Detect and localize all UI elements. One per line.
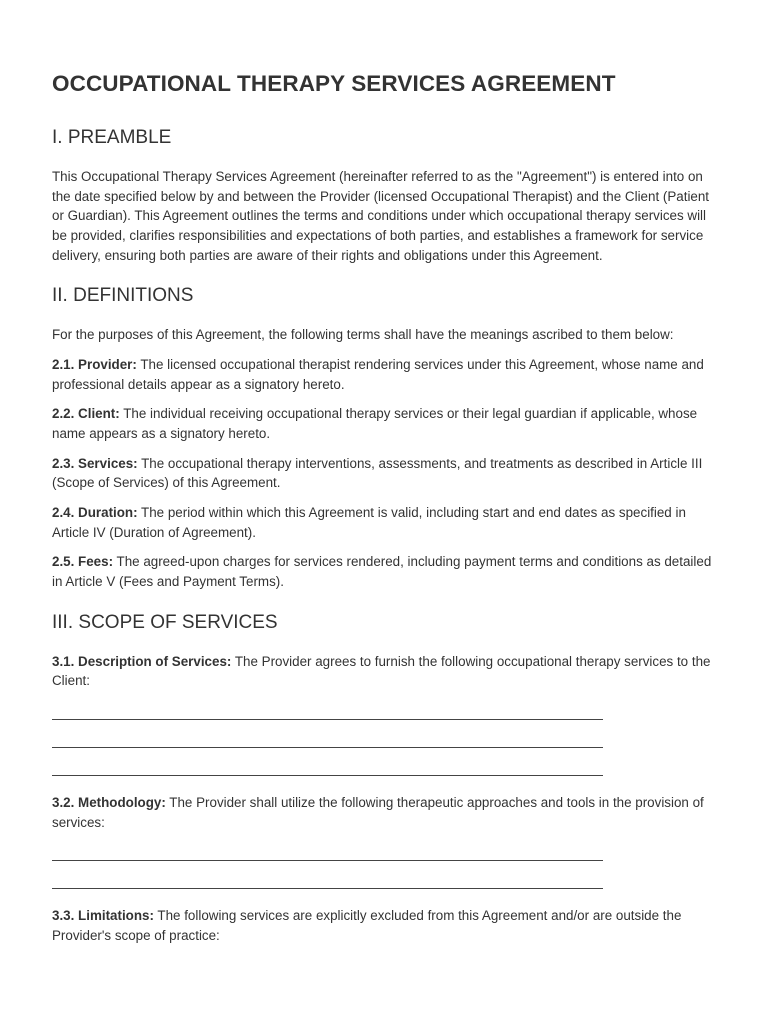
preamble-section: [52, 127, 718, 265]
definition-text: The licensed occupational therapist rendering services under this Agreement, whose name and professional details appear as a signatory hereto.: [52, 356, 704, 392]
fill-in-line[interactable]: [52, 729, 718, 757]
definition-text: The period within which this Agreement is valid, including start and end dates as specified in Article IV (Duration of Agreement).: [52, 505, 686, 540]
fill-in-line[interactable]: [52, 842, 718, 870]
preamble-heading: I. PREAMBLE: [52, 127, 172, 148]
definition-text: The agreed-upon charges for services rendered, including payment terms and conditions as detailed in Article V (Fees and Payment Terms).: [52, 554, 712, 590]
definitions-section: [52, 285, 718, 592]
scope-term: 3.3. Limitations:: [52, 908, 154, 924]
definitions-intro: For the purposes of this Agreement, the following terms shall have the meanings ascribed to them below:: [52, 327, 674, 343]
document-title: OCCUPATIONAL THERAPY SERVICES AGREEMENT: [52, 71, 616, 96]
scope-term: 3.2. Methodology:: [52, 795, 166, 811]
scope-methodology: [52, 793, 718, 832]
definition-term: 2.3. Services:: [52, 455, 138, 471]
preamble-text: This Occupational Therapy Services Agreement (hereinafter referred to as the "Agreement") is entered into on the date specified below by and between the Provider (licensed Occupational Therapist) and the Client (Patient or Guardian). This Agreement outlines the terms and conditions under which occupational therapy services will be provided, clarifies responsibilities and expectations of both parties, and establishes a framework for service delivery, ensuring both parties are aware of their rights and obligations under this Agreement.: [52, 168, 710, 263]
definition-term: 2.4. Duration:: [52, 505, 138, 521]
scope-limitations: [52, 906, 718, 945]
definition-duration: [52, 503, 718, 542]
definition-text: The occupational therapy interventions, assessments, and treatments as described in Article III (Scope of Services) of this Agreement.: [52, 455, 703, 491]
fill-in-line[interactable]: [52, 701, 718, 729]
scope-heading: III. SCOPE OF SERVICES: [52, 611, 278, 633]
definition-fees: [52, 552, 718, 591]
scope-text: The following services are explicitly excluded from this Agreement and/or are outside the Provider's scope of practice:: [52, 908, 682, 944]
methodology-blanks: [52, 842, 718, 898]
scope-text: The Provider shall utilize the following therapeutic approaches and tools in the provision of services:: [52, 795, 704, 830]
scope-term: 3.1. Description of Services:: [52, 653, 232, 669]
description-blanks: [52, 701, 718, 785]
fill-in-line[interactable]: [52, 870, 718, 898]
fill-in-line[interactable]: [52, 757, 718, 785]
definitions-heading: II. DEFINITIONS: [52, 285, 194, 307]
definition-term: 2.5. Fees:: [52, 554, 114, 570]
definition-term: 2.1. Provider:: [52, 356, 137, 372]
definition-term: 2.2. Client:: [52, 406, 120, 422]
definition-provider: [52, 355, 718, 394]
scope-description: [52, 652, 718, 691]
scope-section: [52, 612, 718, 946]
definition-services: [52, 454, 718, 493]
scope-text: The Provider agrees to furnish the following occupational therapy services to the Client:: [52, 653, 711, 689]
definition-text: The individual receiving occupational therapy services or their legal guardian if applicable, whose name appears as a signatory hereto.: [52, 406, 698, 441]
definition-client: [52, 404, 718, 443]
